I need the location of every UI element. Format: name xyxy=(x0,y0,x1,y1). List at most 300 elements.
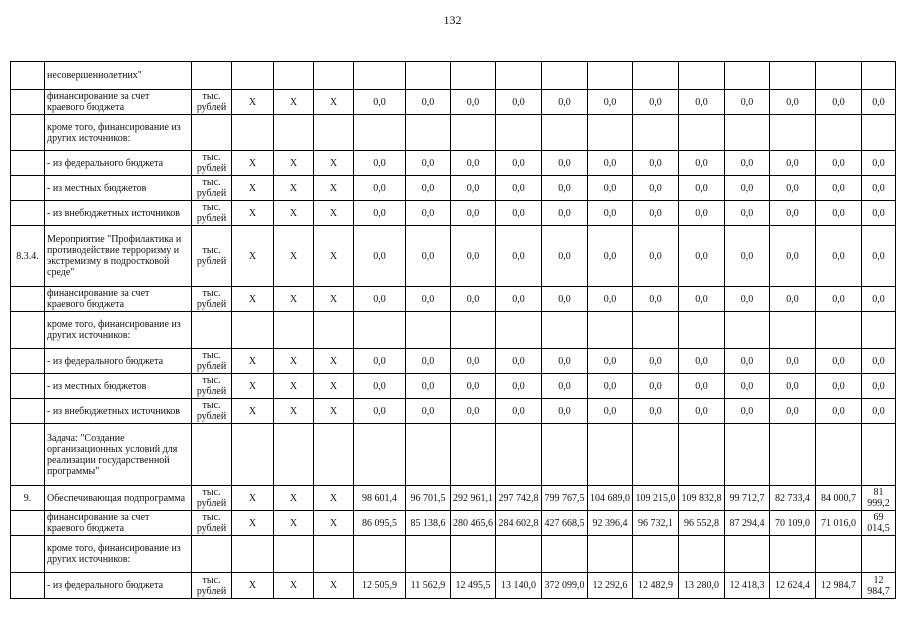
value-cell: 109 215,0 xyxy=(633,486,679,511)
x-mark-cell xyxy=(314,62,354,90)
value-cell: 372 099,0 xyxy=(542,573,588,599)
table-row xyxy=(11,573,896,599)
value-cell: 87 294,4 xyxy=(725,511,770,536)
x-mark-cell xyxy=(314,115,354,151)
row-number-cell xyxy=(11,424,45,486)
value-cell xyxy=(588,536,633,573)
value-cell: 0,0 xyxy=(542,374,588,399)
x-mark-cell xyxy=(232,312,274,349)
value-cell xyxy=(542,115,588,151)
value-cell xyxy=(406,115,451,151)
value-cell: 0,0 xyxy=(862,399,896,424)
x-mark-cell xyxy=(274,115,314,151)
row-name-cell: несовершеннолетних" xyxy=(45,62,192,90)
value-cell: 0,0 xyxy=(588,176,633,201)
x-mark-cell: X xyxy=(232,201,274,226)
value-cell: 0,0 xyxy=(862,226,896,287)
unit-cell: тыс. рублей xyxy=(192,349,232,374)
value-cell: 427 668,5 xyxy=(542,511,588,536)
value-cell: 799 767,5 xyxy=(542,486,588,511)
unit-cell: тыс. рублей xyxy=(192,201,232,226)
value-cell: 0,0 xyxy=(354,287,406,312)
value-cell xyxy=(816,62,862,90)
value-cell: 0,0 xyxy=(862,151,896,176)
value-cell: 0,0 xyxy=(770,287,816,312)
row-name-cell: Задача: "Создание организационных условий для реализации государственной программы" xyxy=(45,424,192,486)
x-mark-cell xyxy=(314,312,354,349)
value-cell xyxy=(862,536,896,573)
row-number-cell: 9. xyxy=(11,486,45,511)
value-cell: 0,0 xyxy=(862,374,896,399)
value-cell xyxy=(816,536,862,573)
value-cell xyxy=(451,536,496,573)
table-row xyxy=(11,536,896,573)
value-cell xyxy=(588,312,633,349)
value-cell: 0,0 xyxy=(542,151,588,176)
value-cell: 85 138,6 xyxy=(406,511,451,536)
value-cell: 0,0 xyxy=(633,176,679,201)
value-cell: 0,0 xyxy=(542,399,588,424)
unit-cell: тыс. рублей xyxy=(192,226,232,287)
value-cell: 0,0 xyxy=(679,349,725,374)
value-cell xyxy=(354,536,406,573)
row-number-cell xyxy=(11,151,45,176)
value-cell: 0,0 xyxy=(588,349,633,374)
row-name-cell: - из федерального бюджета xyxy=(45,151,192,176)
x-mark-cell xyxy=(232,115,274,151)
value-cell xyxy=(496,62,542,90)
value-cell: 0,0 xyxy=(816,176,862,201)
value-cell xyxy=(725,115,770,151)
value-cell: 0,0 xyxy=(451,201,496,226)
value-cell: 0,0 xyxy=(679,226,725,287)
x-mark-cell: X xyxy=(274,287,314,312)
value-cell: 0,0 xyxy=(816,90,862,115)
value-cell: 0,0 xyxy=(588,226,633,287)
value-cell: 0,0 xyxy=(862,287,896,312)
row-name-cell: кроме того, финансирование из других источников: xyxy=(45,536,192,573)
value-cell: 0,0 xyxy=(406,349,451,374)
value-cell: 82 733,4 xyxy=(770,486,816,511)
value-cell xyxy=(862,424,896,486)
row-name-cell: кроме того, финансирование из других источников: xyxy=(45,312,192,349)
value-cell xyxy=(679,424,725,486)
x-mark-cell xyxy=(232,62,274,90)
value-cell xyxy=(862,115,896,151)
unit-cell: тыс. рублей xyxy=(192,176,232,201)
value-cell xyxy=(406,312,451,349)
value-cell: 0,0 xyxy=(725,90,770,115)
value-cell: 12 418,3 xyxy=(725,573,770,599)
table-row xyxy=(11,399,896,424)
value-cell: 0,0 xyxy=(633,349,679,374)
value-cell: 0,0 xyxy=(633,151,679,176)
value-cell: 0,0 xyxy=(770,226,816,287)
x-mark-cell: X xyxy=(274,226,314,287)
value-cell xyxy=(406,536,451,573)
row-number-cell xyxy=(11,90,45,115)
value-cell: 0,0 xyxy=(354,226,406,287)
x-mark-cell: X xyxy=(232,573,274,599)
value-cell: 0,0 xyxy=(406,287,451,312)
value-cell: 0,0 xyxy=(816,226,862,287)
value-cell xyxy=(633,62,679,90)
value-cell: 0,0 xyxy=(354,176,406,201)
value-cell xyxy=(679,312,725,349)
value-cell: 284 602,8 xyxy=(496,511,542,536)
value-cell xyxy=(496,536,542,573)
row-name-cell: Обеспечивающая подпрограмма xyxy=(45,486,192,511)
unit-cell xyxy=(192,312,232,349)
value-cell: 96 701,5 xyxy=(406,486,451,511)
value-cell: 12 624,4 xyxy=(770,573,816,599)
x-mark-cell: X xyxy=(274,349,314,374)
value-cell: 0,0 xyxy=(451,90,496,115)
value-cell: 0,0 xyxy=(451,151,496,176)
value-cell: 0,0 xyxy=(816,151,862,176)
value-cell: 0,0 xyxy=(633,90,679,115)
value-cell: 0,0 xyxy=(862,349,896,374)
value-cell: 11 562,9 xyxy=(406,573,451,599)
value-cell xyxy=(770,312,816,349)
value-cell xyxy=(354,62,406,90)
value-cell: 0,0 xyxy=(862,176,896,201)
table-row xyxy=(11,115,896,151)
value-cell: 0,0 xyxy=(725,201,770,226)
unit-cell: тыс. рублей xyxy=(192,374,232,399)
x-mark-cell: X xyxy=(232,349,274,374)
value-cell xyxy=(725,424,770,486)
value-cell: 0,0 xyxy=(496,374,542,399)
value-cell: 0,0 xyxy=(588,399,633,424)
value-cell: 0,0 xyxy=(496,201,542,226)
row-number-cell: 8.3.4. xyxy=(11,226,45,287)
value-cell: 0,0 xyxy=(816,201,862,226)
table-row xyxy=(11,226,896,287)
row-number-cell xyxy=(11,176,45,201)
table-row xyxy=(11,176,896,201)
value-cell: 0,0 xyxy=(354,374,406,399)
value-cell xyxy=(588,62,633,90)
x-mark-cell xyxy=(274,536,314,573)
value-cell xyxy=(725,62,770,90)
row-number-cell xyxy=(11,511,45,536)
table-row xyxy=(11,511,896,536)
x-mark-cell: X xyxy=(314,226,354,287)
value-cell: 104 689,0 xyxy=(588,486,633,511)
x-mark-cell: X xyxy=(232,374,274,399)
x-mark-cell: X xyxy=(314,287,354,312)
row-name-cell: - из внебюджетных источников xyxy=(45,201,192,226)
row-number-cell xyxy=(11,287,45,312)
x-mark-cell: X xyxy=(274,399,314,424)
value-cell: 0,0 xyxy=(679,151,725,176)
value-cell: 0,0 xyxy=(862,201,896,226)
row-number-cell xyxy=(11,374,45,399)
value-cell xyxy=(816,424,862,486)
table-row xyxy=(11,151,896,176)
x-mark-cell: X xyxy=(314,374,354,399)
table-row xyxy=(11,90,896,115)
value-cell: 0,0 xyxy=(496,349,542,374)
value-cell xyxy=(633,424,679,486)
value-cell: 0,0 xyxy=(633,287,679,312)
x-mark-cell: X xyxy=(232,486,274,511)
value-cell xyxy=(542,424,588,486)
value-cell: 0,0 xyxy=(406,90,451,115)
value-cell xyxy=(679,536,725,573)
value-cell: 0,0 xyxy=(406,151,451,176)
unit-cell: тыс. рублей xyxy=(192,90,232,115)
x-mark-cell: X xyxy=(314,201,354,226)
value-cell: 0,0 xyxy=(679,374,725,399)
value-cell: 84 000,7 xyxy=(816,486,862,511)
value-cell: 0,0 xyxy=(770,151,816,176)
value-cell xyxy=(770,536,816,573)
x-mark-cell: X xyxy=(232,151,274,176)
value-cell: 0,0 xyxy=(354,349,406,374)
table-row xyxy=(11,486,896,511)
x-mark-cell: X xyxy=(232,511,274,536)
budget-table xyxy=(10,61,896,599)
x-mark-cell: X xyxy=(232,287,274,312)
table-row xyxy=(11,374,896,399)
value-cell: 0,0 xyxy=(725,226,770,287)
x-mark-cell xyxy=(274,424,314,486)
table-row xyxy=(11,349,896,374)
x-mark-cell xyxy=(314,536,354,573)
value-cell: 0,0 xyxy=(406,176,451,201)
unit-cell xyxy=(192,424,232,486)
value-cell: 0,0 xyxy=(406,226,451,287)
value-cell xyxy=(542,312,588,349)
x-mark-cell: X xyxy=(314,151,354,176)
value-cell: 0,0 xyxy=(588,90,633,115)
value-cell xyxy=(770,62,816,90)
value-cell xyxy=(725,536,770,573)
value-cell: 0,0 xyxy=(679,90,725,115)
value-cell xyxy=(679,62,725,90)
value-cell: 99 712,7 xyxy=(725,486,770,511)
row-name-cell: финансирование за счет краевого бюджета xyxy=(45,90,192,115)
value-cell: 0,0 xyxy=(451,374,496,399)
x-mark-cell: X xyxy=(314,573,354,599)
value-cell: 0,0 xyxy=(770,349,816,374)
value-cell: 13 140,0 xyxy=(496,573,542,599)
row-name-cell: кроме того, финансирование из других источников: xyxy=(45,115,192,151)
row-number-cell xyxy=(11,312,45,349)
value-cell: 0,0 xyxy=(725,349,770,374)
value-cell: 0,0 xyxy=(770,399,816,424)
value-cell xyxy=(406,62,451,90)
row-number-cell xyxy=(11,573,45,599)
unit-cell xyxy=(192,536,232,573)
value-cell xyxy=(451,115,496,151)
value-cell: 0,0 xyxy=(588,287,633,312)
page-number: 132 xyxy=(443,13,462,27)
value-cell: 292 961,1 xyxy=(451,486,496,511)
value-cell: 71 016,0 xyxy=(816,511,862,536)
value-cell: 0,0 xyxy=(770,201,816,226)
value-cell xyxy=(862,312,896,349)
value-cell: 12 984,7 xyxy=(862,573,896,599)
row-name-cell: - из федерального бюджета xyxy=(45,349,192,374)
value-cell: 92 396,4 xyxy=(588,511,633,536)
value-cell: 0,0 xyxy=(406,374,451,399)
value-cell xyxy=(633,536,679,573)
value-cell: 0,0 xyxy=(496,287,542,312)
value-cell: 0,0 xyxy=(679,201,725,226)
value-cell xyxy=(725,312,770,349)
value-cell: 0,0 xyxy=(496,399,542,424)
x-mark-cell: X xyxy=(232,399,274,424)
value-cell: 0,0 xyxy=(354,399,406,424)
x-mark-cell: X xyxy=(274,511,314,536)
row-name-cell: - из местных бюджетов xyxy=(45,176,192,201)
x-mark-cell: X xyxy=(314,486,354,511)
row-name-cell: финансирование за счет краевого бюджета xyxy=(45,287,192,312)
x-mark-cell: X xyxy=(274,374,314,399)
value-cell: 70 109,0 xyxy=(770,511,816,536)
value-cell: 0,0 xyxy=(679,399,725,424)
row-number-cell xyxy=(11,62,45,90)
value-cell xyxy=(862,62,896,90)
value-cell: 0,0 xyxy=(816,374,862,399)
value-cell: 0,0 xyxy=(816,399,862,424)
x-mark-cell: X xyxy=(314,399,354,424)
value-cell: 12 292,6 xyxy=(588,573,633,599)
value-cell: 280 465,6 xyxy=(451,511,496,536)
value-cell xyxy=(679,115,725,151)
x-mark-cell: X xyxy=(314,349,354,374)
value-cell xyxy=(451,62,496,90)
table-row xyxy=(11,62,896,90)
value-cell: 12 482,9 xyxy=(633,573,679,599)
x-mark-cell: X xyxy=(274,573,314,599)
value-cell xyxy=(451,424,496,486)
value-cell: 0,0 xyxy=(542,226,588,287)
x-mark-cell xyxy=(274,62,314,90)
value-cell: 0,0 xyxy=(542,90,588,115)
value-cell: 0,0 xyxy=(588,151,633,176)
value-cell xyxy=(542,536,588,573)
unit-cell: тыс. рублей xyxy=(192,573,232,599)
value-cell: 0,0 xyxy=(588,201,633,226)
row-name-cell: - из федерального бюджета xyxy=(45,573,192,599)
value-cell: 13 280,0 xyxy=(679,573,725,599)
value-cell: 0,0 xyxy=(542,349,588,374)
x-mark-cell: X xyxy=(232,176,274,201)
row-number-cell xyxy=(11,349,45,374)
value-cell: 0,0 xyxy=(679,287,725,312)
value-cell: 96 732,1 xyxy=(633,511,679,536)
unit-cell: тыс. рублей xyxy=(192,486,232,511)
value-cell: 0,0 xyxy=(588,374,633,399)
x-mark-cell: X xyxy=(274,201,314,226)
row-name-cell: Мероприятие "Профилактика и противодействие терроризму и экстремизму в подростковой среде" xyxy=(45,226,192,287)
table-row xyxy=(11,287,896,312)
value-cell: 0,0 xyxy=(406,201,451,226)
value-cell: 0,0 xyxy=(542,176,588,201)
value-cell: 98 601,4 xyxy=(354,486,406,511)
value-cell xyxy=(588,115,633,151)
value-cell xyxy=(816,115,862,151)
value-cell: 12 505,9 xyxy=(354,573,406,599)
value-cell: 96 552,8 xyxy=(679,511,725,536)
value-cell xyxy=(816,312,862,349)
value-cell: 0,0 xyxy=(816,349,862,374)
x-mark-cell xyxy=(232,536,274,573)
x-mark-cell xyxy=(274,312,314,349)
value-cell: 0,0 xyxy=(451,349,496,374)
value-cell: 69 014,5 xyxy=(862,511,896,536)
value-cell xyxy=(770,424,816,486)
x-mark-cell: X xyxy=(274,486,314,511)
value-cell: 12 495,5 xyxy=(451,573,496,599)
value-cell: 12 984,7 xyxy=(816,573,862,599)
row-number-cell xyxy=(11,201,45,226)
unit-cell xyxy=(192,115,232,151)
unit-cell: тыс. рублей xyxy=(192,511,232,536)
value-cell: 0,0 xyxy=(542,287,588,312)
value-cell: 0,0 xyxy=(496,90,542,115)
value-cell: 81 999,2 xyxy=(862,486,896,511)
row-name-cell: - из внебюджетных источников xyxy=(45,399,192,424)
value-cell xyxy=(354,312,406,349)
value-cell: 297 742,8 xyxy=(496,486,542,511)
value-cell xyxy=(633,312,679,349)
x-mark-cell: X xyxy=(274,176,314,201)
value-cell: 0,0 xyxy=(451,399,496,424)
unit-cell: тыс. рублей xyxy=(192,287,232,312)
value-cell: 0,0 xyxy=(770,374,816,399)
value-cell: 0,0 xyxy=(496,151,542,176)
value-cell xyxy=(496,312,542,349)
value-cell xyxy=(633,115,679,151)
x-mark-cell: X xyxy=(314,90,354,115)
table-row xyxy=(11,201,896,226)
x-mark-cell: X xyxy=(274,151,314,176)
value-cell xyxy=(542,62,588,90)
x-mark-cell: X xyxy=(232,226,274,287)
row-number-cell xyxy=(11,399,45,424)
value-cell: 0,0 xyxy=(542,201,588,226)
value-cell: 0,0 xyxy=(770,90,816,115)
value-cell: 0,0 xyxy=(862,90,896,115)
x-mark-cell: X xyxy=(314,511,354,536)
row-number-cell xyxy=(11,536,45,573)
value-cell xyxy=(451,312,496,349)
value-cell xyxy=(588,424,633,486)
value-cell: 0,0 xyxy=(633,201,679,226)
x-mark-cell xyxy=(232,424,274,486)
value-cell: 0,0 xyxy=(451,226,496,287)
value-cell: 0,0 xyxy=(496,176,542,201)
value-cell: 0,0 xyxy=(770,176,816,201)
table-row xyxy=(11,424,896,486)
x-mark-cell: X xyxy=(274,90,314,115)
value-cell: 0,0 xyxy=(354,151,406,176)
x-mark-cell: X xyxy=(232,90,274,115)
value-cell: 0,0 xyxy=(725,151,770,176)
value-cell: 0,0 xyxy=(725,374,770,399)
value-cell: 0,0 xyxy=(354,201,406,226)
value-cell: 0,0 xyxy=(633,226,679,287)
value-cell: 86 095,5 xyxy=(354,511,406,536)
value-cell: 0,0 xyxy=(725,399,770,424)
unit-cell xyxy=(192,62,232,90)
value-cell xyxy=(496,424,542,486)
